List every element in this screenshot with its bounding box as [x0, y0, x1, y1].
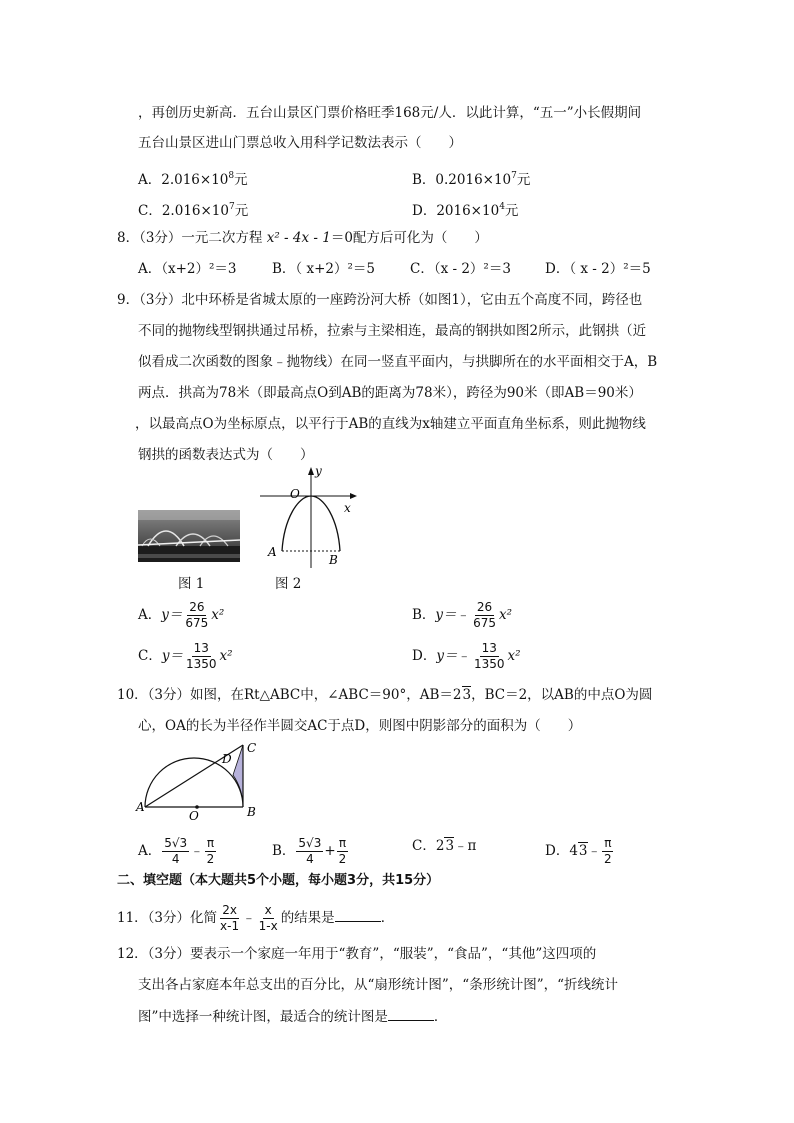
- q9-stem-line1: 9．（3分）北中环桥是省城太原的一座跨汾河大桥（如图1），它由五个高度不同，跨径也: [117, 292, 643, 308]
- q12-answer-blank[interactable]: [388, 1006, 434, 1021]
- q10-stem-line2: 心，OA的长为半径作半圆交AC于点D，则图中阴影部分的面积为（ ）: [138, 718, 582, 734]
- q9-option-b: B．y＝﹣ $\frac{26}{675}$ x²: [412, 600, 512, 630]
- fig2-label-b: B: [329, 553, 338, 567]
- fig2-label-y: y: [315, 464, 322, 478]
- q7-option-a: A．$2.016\times 10^8$元: [138, 171, 248, 188]
- shaded-region: [233, 745, 243, 807]
- q8-option-a: A．（x+2）²＝3: [138, 261, 237, 277]
- bridge-photo: [138, 510, 240, 562]
- q9-stem-line2: 不同的抛物线型钢拱通过吊桥，拉索与主梁相连，最高的钢拱如图2所示，此钢拱（近: [138, 323, 647, 339]
- q12-stem-line2: 支出各占家庭本年总支出的百分比，从“扇形统计图”，“条形统计图”，“折线统计: [138, 977, 619, 993]
- q8-option-b: B．（ x+2）²＝5: [272, 261, 375, 277]
- q9-stem-line6: 钢拱的函数表达式为（ ）: [138, 447, 314, 463]
- q9-option-d: D．y＝﹣ $\frac{13}{1350}$ x²: [412, 641, 521, 671]
- semicircle-triangle-figure: [134, 738, 264, 820]
- q8-option-c: C．（x - 2）²＝3: [410, 261, 511, 277]
- q9-option-c: C．y＝ $\frac{13}{1350}$ x²: [138, 641, 233, 671]
- q8-option-d: D．（ x - 2）²＝5: [545, 261, 651, 277]
- fig10-label-d: D: [222, 752, 232, 766]
- fig2-label-x: x: [344, 501, 351, 515]
- q11-stem: 11．（3分）化简 $\frac{2x}{x-1}$ ﹣ $\frac{x}{1-x}$ 的结果是 ．: [117, 903, 395, 933]
- figure1-caption: 图 1: [178, 576, 205, 592]
- q10-option-c: C．23﹣π: [412, 838, 477, 854]
- q10-option-b: B． $\frac{5√3}{4}$ + $\frac{\pi}{2}$: [272, 836, 347, 866]
- fig10-label-b: B: [247, 805, 256, 819]
- q10-stem-line1: 10．（3分）如图，在Rt△ABC中，∠ABC＝90°，AB＝23，BC＝2，以AB的中点O为圆: [117, 687, 653, 703]
- fig10-label-o: O: [189, 809, 199, 820]
- fig10-label-a: A: [136, 800, 145, 814]
- q9-option-a: A．y＝ $\frac{26}{675}$ x²: [138, 600, 225, 630]
- q10-option-d: D．43﹣ $\frac{\pi}{2}$: [545, 836, 612, 866]
- q12-stem-line3: 图”中选择一种统计图，最适合的统计图是 ．: [138, 1006, 447, 1027]
- q7-stem-line2: 五台山景区进山门票总收入用科学记数法表示（ ）: [138, 135, 462, 151]
- q7-stem-line1: ，再创历史新高．五台山景区门票价格旺季168元/人．以此计算，“五一”小长假期间: [138, 105, 642, 121]
- q10-option-a: A． $\frac{5√3}{4}$ ﹣ $\frac{\pi}{2}$: [138, 836, 215, 866]
- q7-option-b: B．$0.2016\times 10^7$元: [412, 171, 531, 188]
- figure2-caption: 图 2: [275, 576, 302, 592]
- q9-stem-line3: 似看成二次函数的图象﹣抛物线）在同一竖直平面内，与拱脚所在的水平面相交于A，B: [138, 354, 658, 370]
- q8-stem: 8．（3分）一元二次方程 x² - 4x - 1＝0配方后可化为（ ）: [117, 230, 488, 246]
- parabola-diagram: [258, 464, 364, 570]
- fig2-label-a: A: [268, 545, 277, 559]
- q9-stem-line4: 两点．拱高为78米（即最高点O到AB的距离为78米），跨径为90米（即AB＝90米）: [138, 385, 642, 401]
- q9-stem-line5: ，以最高点O为坐标原点，以平行于AB的直线为x轴建立平面直角坐标系，则此抛物线: [135, 416, 646, 432]
- q7-option-d: D．$2016\times 10^4$元: [412, 202, 519, 219]
- q7-option-c: C．$2.016\times 10^7$元: [138, 202, 249, 219]
- q12-stem-line1: 12．（3分）要表示一个家庭一年用于“教育”，“服装”，“食品”，“其他”这四项的: [117, 946, 597, 962]
- fig10-label-c: C: [247, 741, 257, 755]
- q11-answer-blank[interactable]: [335, 907, 381, 922]
- fig2-label-o: O: [290, 487, 300, 501]
- section-2-title: 二、填空题（本大题共5个小题，每小题3分，共15分）: [117, 873, 440, 888]
